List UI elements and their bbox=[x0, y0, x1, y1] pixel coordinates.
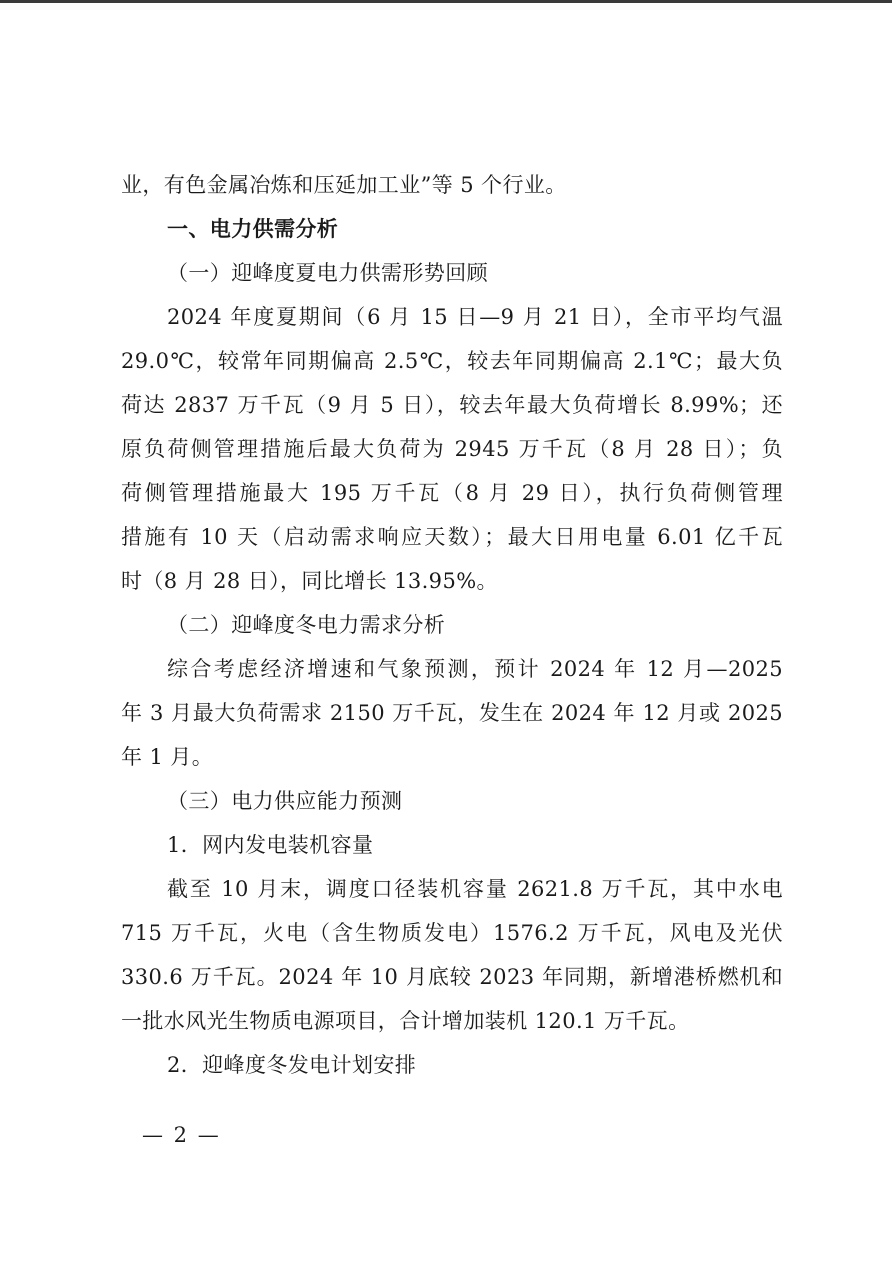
summer-paragraph-line-5: 荷侧管理措施最大 195 万千瓦（8 月 29 日），执行负荷侧管理 bbox=[121, 481, 783, 505]
winter-paragraph-line-3: 年 1 月。 bbox=[121, 745, 214, 769]
winter-paragraph-line-2: 年 3 月最大负荷需求 2150 万千瓦，发生在 2024 年 12 月或 2025 bbox=[121, 701, 783, 725]
summer-paragraph-line-1: 2024 年度夏期间（6 月 15 日—9 月 21 日），全市平均气温 bbox=[167, 305, 783, 329]
subheading-summer-review: （一）迎峰度夏电力供需形势回顾 bbox=[167, 261, 488, 285]
capacity-paragraph-line-4: 一批水风光生物质电源项目，合计增加装机 120.1 万千瓦。 bbox=[121, 1009, 690, 1033]
top-border-line bbox=[0, 0, 892, 3]
summer-paragraph-line-7: 时（8 月 28 日），同比增长 13.95%。 bbox=[121, 569, 498, 593]
item-1-installed-capacity: 1．网内发电装机容量 bbox=[167, 833, 374, 857]
page-number: — 2 — bbox=[142, 1123, 221, 1147]
subheading-winter-demand: （二）迎峰度冬电力需求分析 bbox=[167, 613, 446, 637]
paragraph-continuation-line: 业，有色金属冶炼和压延加工业”等 5 个行业。 bbox=[121, 173, 567, 197]
document-body bbox=[121, 163, 783, 1087]
capacity-paragraph-line-3: 330.6 万千瓦。2024 年 10 月底较 2023 年同期，新增港桥燃机和 bbox=[121, 965, 783, 989]
summer-paragraph-line-6: 措施有 10 天（启动需求响应天数）；最大日用电量 6.01 亿千瓦 bbox=[121, 525, 783, 549]
capacity-paragraph-line-2: 715 万千瓦，火电（含生物质发电）1576.2 万千瓦，风电及光伏 bbox=[121, 921, 783, 945]
capacity-paragraph-line-1: 截至 10 月末，调度口径装机容量 2621.8 万千瓦，其中水电 bbox=[167, 877, 783, 901]
summer-paragraph-line-4: 原负荷侧管理措施后最大负荷为 2945 万千瓦（8 月 28 日）；负 bbox=[121, 437, 783, 461]
winter-paragraph-line-1: 综合考虑经济增速和气象预测，预计 2024 年 12 月—2025 bbox=[167, 657, 783, 681]
summer-paragraph-line-3: 荷达 2837 万千瓦（9 月 5 日），较去年最大负荷增长 8.99%；还 bbox=[121, 393, 783, 417]
subheading-supply-capacity: （三）电力供应能力预测 bbox=[167, 789, 403, 813]
summer-paragraph-line-2: 29.0℃，较常年同期偏高 2.5℃，较去年同期偏高 2.1℃；最大负 bbox=[121, 349, 783, 373]
item-2-winter-generation-plan: 2．迎峰度冬发电计划安排 bbox=[167, 1053, 417, 1077]
section-heading-supply-demand: 一、电力供需分析 bbox=[167, 216, 339, 241]
